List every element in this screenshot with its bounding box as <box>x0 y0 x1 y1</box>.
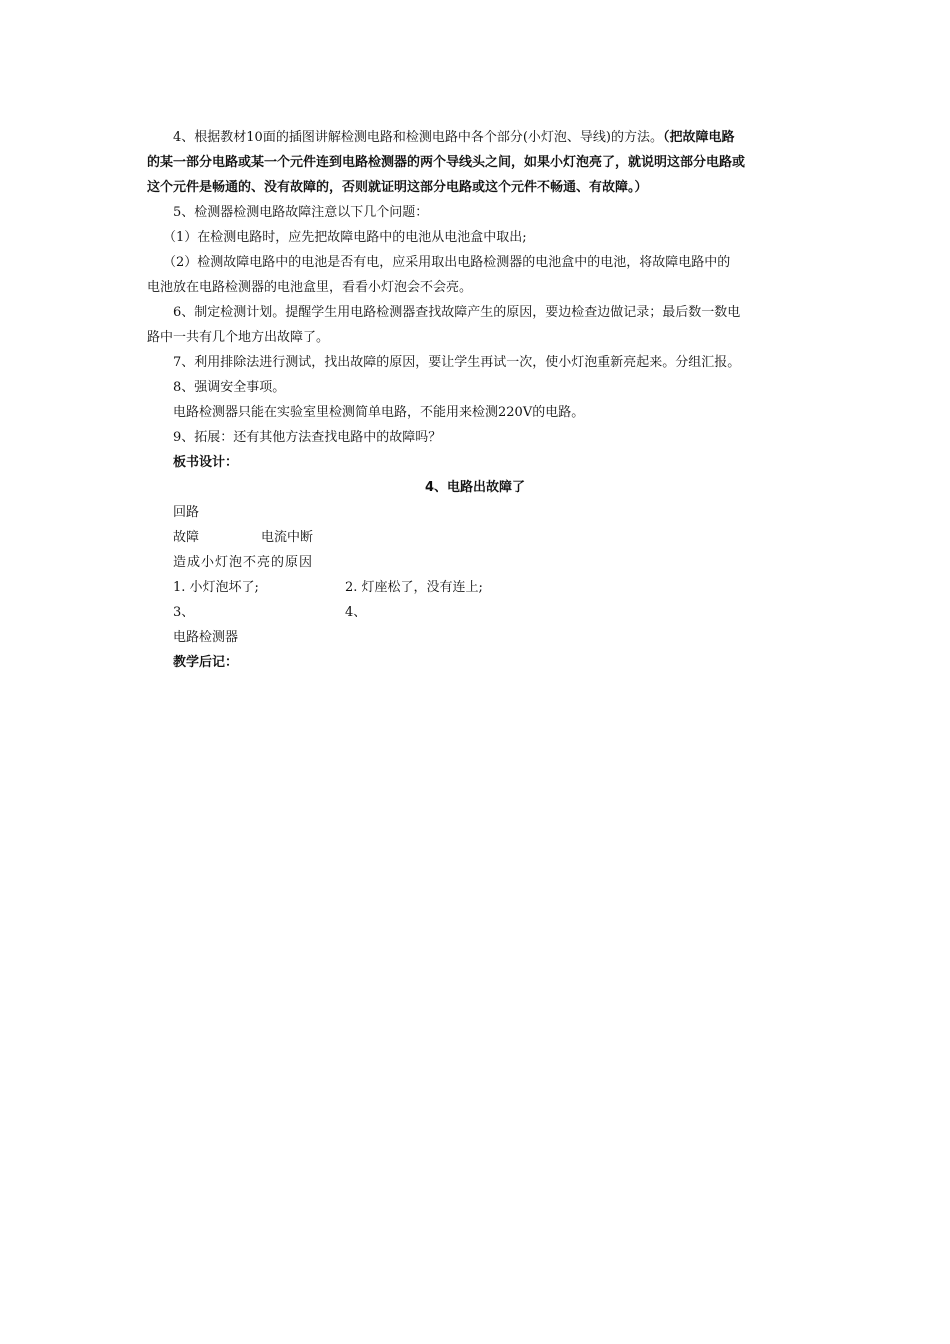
item5-sub2-line1: （2）检测故障电路中的电池是否有电，应采用取出电路检测器的电池盒中的电池，将故障电路中的 <box>163 255 731 270</box>
item6-line2: 路中一共有几个地方出故障了。 <box>147 330 330 345</box>
board-reason-3: 3、 <box>173 605 195 620</box>
item5: 5、检测器检测电路故障注意以下几个问题： <box>173 205 429 220</box>
board-loop: 回路 <box>173 505 200 520</box>
board-current-break: 电流中断 <box>261 530 314 545</box>
item5-sub2-line2: 电池放在电路检测器的电池盒里，看看小灯泡会不会亮。 <box>147 280 473 295</box>
item7: 7、利用排除法进行测试，找出故障的原因，要让学生再试一次，使小灯泡重新亮起来。分组汇报。 <box>173 355 741 370</box>
item4-text: 4、根据教材10面的插图讲解检测电路和检测电路中各个部分(小灯泡、导线)的方法。 <box>173 130 663 145</box>
item4-line2: 的某一部分电路或某一个元件连到电路检测器的两个导线头之间，如果小灯泡亮了，就说明这部分电路或 <box>147 155 746 170</box>
board-reason-4: 4、 <box>345 605 367 620</box>
item5-sub1: （1）在检测电路时，应先把故障电路中的电池从电池盒中取出; <box>163 230 527 245</box>
board-fault: 故障 <box>173 530 200 545</box>
board-cause: 造成小灯泡不亮的原因 <box>173 555 314 570</box>
postscript-heading: 教学后记： <box>173 655 239 670</box>
item6-line1: 6、制定检测计划。提醒学生用电路检测器查找故障产生的原因，要边检查边做记录；最后数一数电 <box>173 305 741 320</box>
board-detector: 电路检测器 <box>173 630 239 645</box>
item9: 9、拓展：还有其他方法查找电路中的故障吗？ <box>173 430 442 445</box>
item4-line1 <box>173 129 833 147</box>
board-reason-2: 2. 灯座松了，没有连上; <box>345 580 483 595</box>
item8: 8、强调安全事项。 <box>173 380 286 395</box>
item8-note: 电路检测器只能在实验室里检测简单电路，不能用来检测220V的电路。 <box>173 405 585 420</box>
board-title: 4、电路出故障了 <box>424 480 526 495</box>
board-heading: 板书设计： <box>173 455 239 470</box>
board-reason-1: 1. 小灯泡坏了; <box>173 580 259 595</box>
item4-bold-start: （把故障电路 <box>662 130 735 145</box>
item4-line3: 这个元件是畅通的、没有故障的，否则就证明这部分电路或这个元件不畅通、有故障。） <box>147 180 648 195</box>
